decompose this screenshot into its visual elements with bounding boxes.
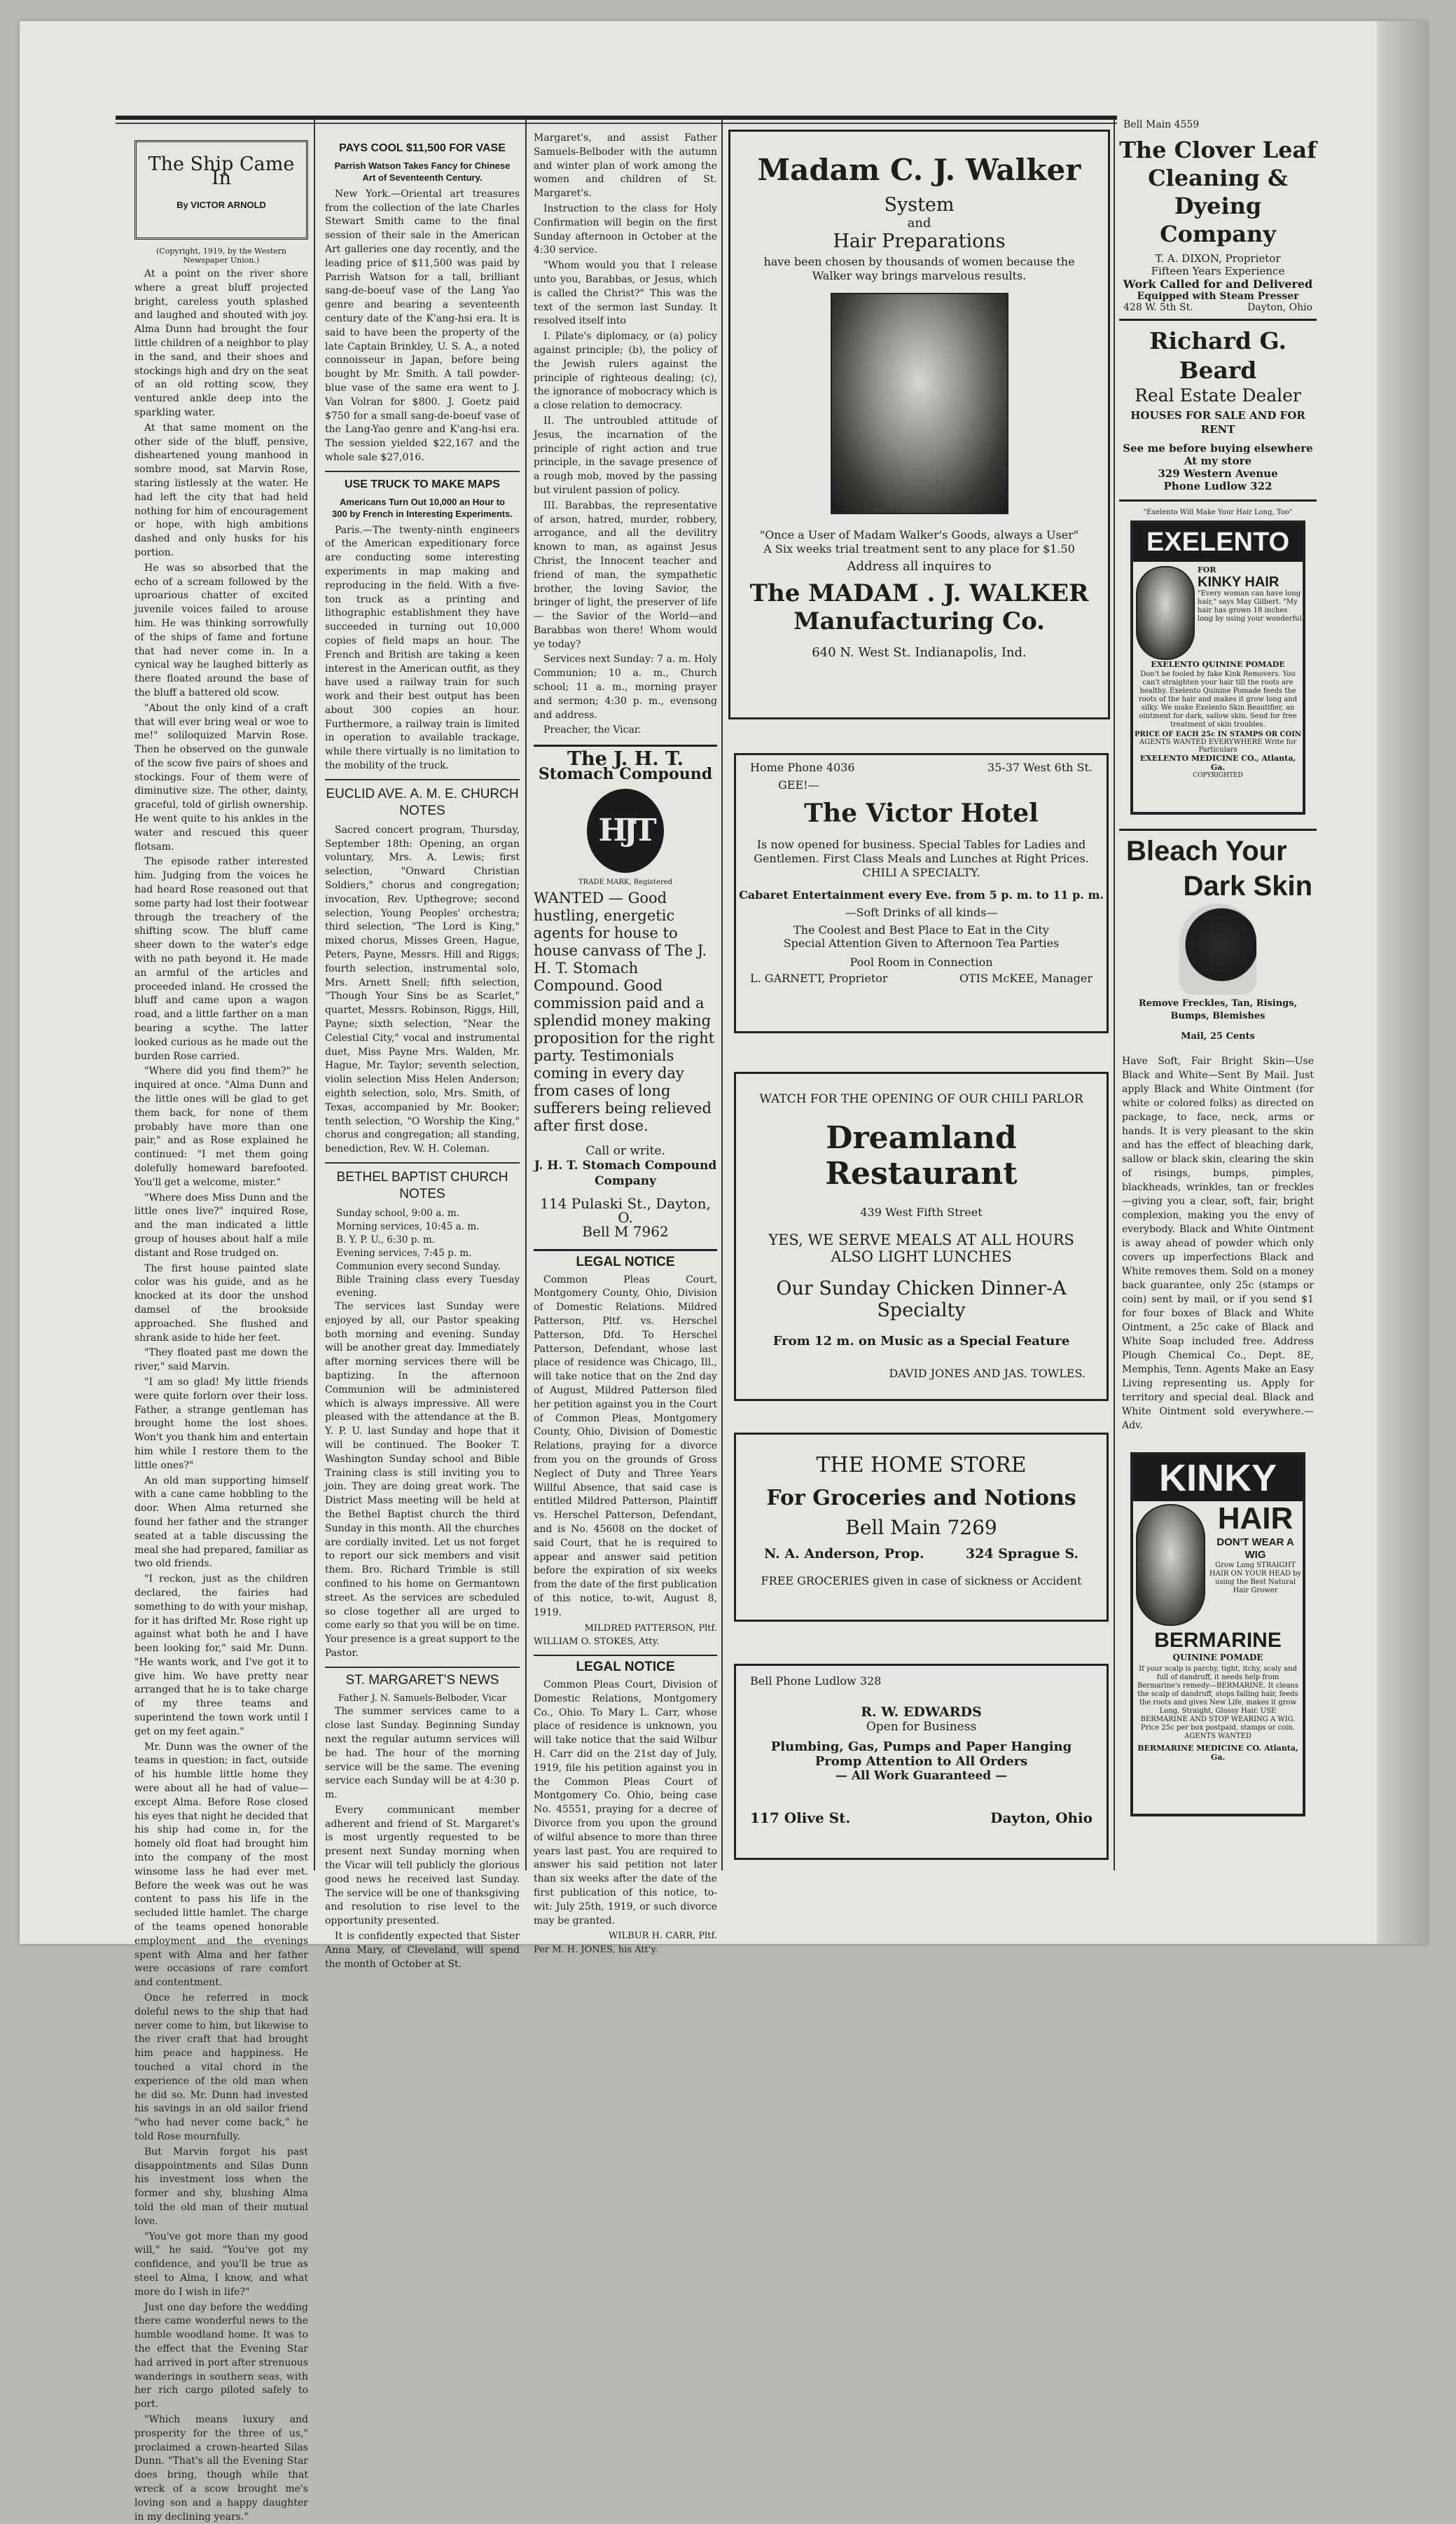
margaret-article: The summer services came to a close last Sunday. Beginning Sunday next the regular autumn services will be had. The hour of the morning service will be the same. The evening service each Sunday will be at 4:30 p. m. [325, 1706, 520, 1801]
truck-subhead: Americans Turn Out 10,000 an Hour to 300 by French in Interesting Experiments. [332, 496, 513, 519]
story-paragraph: Once he referred in mock doleful news to the ship that had never come to him, but likewise to the river craft that had brought him peace and happiness. He touched a vital chord in the experience of the old man when he did so. Mr. Dunn had invested his savings in an old sailor friend "who had never come back," he told Rose mournfully. [134, 1992, 308, 2142]
story-paragraph: The first house painted slate color was his guide, and as he knocked at its door the unshod damsel of the brookside approached. She flushed and shrank aside to hide her feet. [134, 1262, 308, 1344]
story-column [134, 132, 308, 2523]
margaret-article: It is confidently expected that Sister Anna Mary, of Cleveland, will spend the month of October at St. [325, 1931, 520, 1970]
legal-notice-body: Common Pleas Court, Division of Domestic Relations, Montgomery Co., Ohio. To Mary L. Carr, whose place of residence is unknown, you will take notice that the said Wilbur H. Carr did on the 21st day of July, 1919, file his petition against you in the Common Pleas Court of Montgomery Co. Ohio, being case No. 45551, praying for a decree of Divorce from you upon the ground of wilful absence to more than three years last past. You are required to answer his said petition not later than six weeks after the date of the first publication of this notice, to-wit: July 25th, 1919, or such divorce may be granted. [534, 1678, 717, 1926]
vase-subhead: Parrish Watson Takes Fancy for Chinese Art of Seventeenth Century. [334, 160, 511, 183]
edwards-ad: Bell Phone Ludlow 328 R. W. EDWARDS Open for Business Plumbing, Gas, Pumps and Paper Hanging Promp Attention to All Orders — All Work Guaranteed — 117 Olive St. Dayton, Ohio [734, 1664, 1109, 1860]
story-paragraph: "Where did you find them?" he inquired at once. "Alma Dunn and the little ones will be glad to get them back, for none of them probably have more than one pair," and as Rose explained he continued: "I met them going dolefully homeward barefooted. You'll get a welcome, mister." [134, 1066, 308, 1188]
vase-article: New York.—Oriental art treasures from the collection of the late Charles Stewart Smith came to the final session of their sale in the American Art galleries one day recently, and the leading price of $11,500 was paid by Parrish Watson for a tall, brilliant sang-de-boeuf vase of the Lang Yao genre and bearing a seventeenth century date of the K'ang-hsi era. It is said to have been the property of the late Captain Brinkley, U. S. A., a noted connoisseur in Japan, before being bought by Mr. Smith. A tall powder-blue vase of the same era went to J. Van Volran for $800. J. Goetz paid $750 for a small sang-de-boeuf vase of the Lang-Yao genre and K'ang-hsi era. The session yielded $22,167 and the whole sale $27,016. [325, 188, 520, 463]
victor-hotel-ad: Home Phone 4036 35-37 West 6th St. GEE!— The Victor Hotel Is now opened for business. Special Tables for Ladies and Gentlemen. First Class Meals and Lunches at Right Prices. CHILI A SPECIALTY. Cabaret Entertainment every Eve. from 5 p. m. to 11 p. m. —Soft Drinks of all kinds— The Coolest and Best Place to Eat in the City Special Attention Given to Afternoon Tea Parties Pool Room in Connection L. GARNETT, Proprietor OTIS McKEE, Manager [734, 753, 1109, 1033]
copyright-note: (Copyright, 1919, by the Western Newspaper Union.) [156, 247, 286, 265]
story-paragraph: "About the only kind of a craft that will ever bring weal or woe to me!" soliloquized Marvin Rose. Then he observed on the gunwale of the scow five pairs of shoes and stockings. Four of them were of diminutive size. The other, dainty, graceful, told of girlish ownership. He went quite to his ankles in the water and rescued this queer flotsam. [134, 702, 308, 853]
page-edge [1377, 21, 1427, 1944]
column-rule [1114, 119, 1115, 1870]
madam-walker-portrait [831, 293, 1008, 514]
beard-ad: Richard G. Beard Real Estate Dealer HOUSES FOR SALE AND FOR RENT See me before buying elsewhere At my store 329 Western Avenue Phone Ludlow 322 [1123, 327, 1313, 492]
woman-portrait [1136, 1504, 1205, 1626]
vase-headline: PAYS COOL $11,500 FOR VASE [339, 142, 506, 154]
jht-wanted: WANTED — Good hustling, energetic agents for house to house canvass of The J. H. T. Stomach Compound. Good commission paid and a splendid money making proposition for the right party. Testimonials coming in every day from cases of long sufferers being relieved after first dose. [534, 889, 715, 1134]
legal-notice-body: Common Pleas Court, Montgomery County, Ohio, Division of Domestic Relations. Mildred Patterson, Pltf. vs. Herschel Patterson, Dfd. To Herschel Patterson, Defendant, whose last place of residence was Chicago, Ill., will take notice that on the 2nd day of August, Mildred Patterson filed her petition against you in the Court of Common Pleas, Montgomery County, Ohio, Division of Domestic Relations, praying for a divorce from you on the grounds of Gross Neglect of Duty and Three Years Willful Absence, that said case is entitled Mildred Patterson, Plaintiff vs. Herschel Patterson, Defendant, and is No. 45608 on the docket of said Court, that he is required to appear and answer said petition before the expiration of six weeks from the date of the first publication of this notice, to-wit, August 8, 1919. [534, 1274, 717, 1618]
story-paragraph: But Marvin forgot his past disappointments and Silas Dunn his investment loss when the former and shy, blushing Alma told the old man of their mutual love. [134, 2146, 308, 2227]
column-rule [314, 119, 315, 1870]
story-paragraph: "Which means luxury and prosperity for the three of us," proclaimed a crown-hearted Silas Dunn. "That's all the Evening Star does bring, though while that wreck of a scow brought me's loving son and a happy daughter in my declining years." [134, 2413, 308, 2523]
story-paragraph: Just one day before the wedding there came wonderful news to the humble woodland home. It was to the effect that the Evening Star had arrived in port after strenuous wanderings in southern seas, with her rich cargo piloted safely to port. [134, 2301, 308, 2411]
column-rule [525, 119, 527, 1870]
exelento-ad: EXELENTO FOR KINKY HAIR "Every woman can have long hair," says May Gilbert. "My hair has grown 18 inches long by using your wonderful EXELENTO QUININE POMADE Don't be fooled by fake Kink Removers. You can't straighten your hair till the roots are healthy. Exelento Quinine Pomade feeds the roots of the hair and makes it grow long and silky. We make Exelento Skin Beautifier, an ointment for dark, sallow skin. Send for free treatment of skin troubles. PRICE OF EACH 25c IN STAMPS OR COIN AGENTS WANTED EVERYWHERE Write for Particulars EXELENTO MEDICINE CO., Atlanta, Ga. COPYRIGHTED [1130, 520, 1305, 815]
story-paragraph: "I am so glad! My little friends were quite forlorn over their loss. Father, a strange gentleman has brought home the lost shoes. Won't you thank him and entertain him while I restore them to the little ones?" [134, 1376, 308, 1471]
bethel-article: The services last Sunday were enjoyed by all, our Pastor speaking both morning and evening. Sunday will be another great day. Immediately after morning services there will be baptizing. In the afternoon Communion will be administered which is always impressive. All were pleased with the attendance at the B. Y. P. U. last Sunday and hope that it will be continued. The Booker T. Washington Sunday school and Bible Training class is still inviting you to join. They are doing great work. The District Mass meeting will be held at the Bethel Baptist church the third Sunday in this month. All the churches are cordially invited. Let us not forget to report our sick members and visit them. Bro. Richard Trimble is still confined to his home on Germantown street. As the services are scheduled so close together all are urged to come early so that you will be on time. Your presence is a great support to the Pastor. [325, 1301, 520, 1659]
column-rule [721, 119, 723, 1870]
margaret-vicar: Father J. N. Samuels-Belboder, Vicar [338, 1692, 507, 1704]
church-column: Margaret's, and assist Father Samuels-Belboder with the autumn and winter plan of work among the women and children of St. Margaret's. Instruction to the class for Holy Confirmation will begin on the first Sunday afternoon in October at the 4:30 service. "Whom would you that I release unto you, Barabbas, or Jesus, which is called the Christ?" This was the text of the sermon last Sunday. It resolved itself into I. Pilate's diplomacy, or (a) policy against principle; (b), the policy of the Jewish rulers against the principle of righteous dealing; (c), the ignorance of mobocracy which is a close relation to democracy. II. The untroubled attitude of Jesus, the incarnation of the principle of right action and true principle, in the savage presence of a rough mob, moved by the passing but virulent passion of policy. III. Barabbas, the representative of arson, hatred, murder, robbery, arrogance, and all the devilitry known to man, as against Jesus Christ, the Innocent teacher and friend of man, the sympathetic brother, the loving Savior, the bringer of light, the preserver of life — the Savior of the World—and Barabbas won there! Whom would ye today? Services next Sunday: 7 a. m. Holy Communion; 10 a. m., Church school; 11 a. m., morning prayer and sermon; 4:30 p. m., evensong and address. Preacher, the Vicar. The J. H. T. Stomach Compound HJT TRADE MARK, Registered WANTED — Good hustling, energetic agents for house to house canvass of The J. H. T. Stomach Compound. Good commission paid and a splendid money making proposition for the right party. Testimonials coming in every day from cases of long sufferers being relieved after first dose. Call or write. J. H. T. Stomach Compound Company 114 Pulaski St., Dayton, O. Bell M 7962 LEGAL NOTICE Common Pleas Court, Montgomery County, Ohio, Division of Domestic Relations. Mildred Patterson, Pltf. vs. Herschel Patterson, Dfd. To Herschel Patterson, Defendant, whose last place of residence was Chicago, Ill., will take notice that on the 2nd day of August, Mildred Patterson filed her petition against you in the Court of Common Pleas, Montgomery County, Ohio, Division of Domestic Relations, praying for a divorce from you on the grounds of Gross Neglect of Duty and Three Years Willful Absence, that said case is entitled Mildred Patterson, Plaintiff vs. Herschel Patterson, Defendant, and is No. 45608 on the docket of said Court, that he is required to appear and answer said petition before the expiration of six weeks from the date of the first publication of this notice, to-wit, August 8, 1919. MILDRED PATTERSON, Pltf. WILLIAM O. STOKES, Atty. LEGAL NOTICE Common Pleas Court, Division of Domestic Relations, Montgomery Co., Ohio. To Mary L. Carr, whose place of residence is unknown, you will take notice that the said Wilbur H. Carr did on the 21st day of July, 1919, file his petition against you in the Common Pleas Court of Montgomery Co. Ohio, being case No. 45551, praying for a decree of Divorce from you upon the ground of wilful absence to more than three years last past. You are required to answer his said petition not later than six weeks after the date of the first publication of this notice, to-wit: July 25th, 1919, or such divorce may be granted. WILBUR H. CARR, Pltf. Per M. H. JONES, his Att'y. [534, 132, 717, 1956]
news-column [325, 132, 520, 1970]
margaret-article: Every communicant member adherent and friend of St. Margaret's is most urgently requested to be present next Sunday morning when the Vicar will tell publicly the glorious good news he received last Sunday. The service will be one of thanksgiving and resolution to rise level to the opportunity presented. [325, 1804, 520, 1927]
story-paragraph: Mr. Dunn was the owner of the teams in question; in fact, outside of his humble little home they were about all he had of value—except Alma. Before Rose closed his eyes that night he decided that his ship had come in, for the homely old float had brought him into the company of the most winsome lass he had ever met. Before the week was out he was content to pass his life in the secluded little hamlet. The charge of the teams opened honorable employment and the evenings spent with Alma and her father were occasions of rare comfort and contentment. [134, 1741, 308, 1989]
story-paragraph: The episode rather interested him. Judging from the voices he had heard Rose reasoned out that some party had lost their footwear through the treachery of the shifting scow. The bluff came sheer down to the water's edge with no path beyond it. He made an armful of the articles and proceeded inland. He crossed the bluff and came upon a wagon road, and a little farther on a man bearing a scythe. The latter looked curious as he made out the burden Rose carried. [134, 856, 308, 1062]
clover-leaf-ad: Bell Main 4559 The Clover Leaf Cleaning & Dyeing Company T. A. DIXON, Proprietor Fifteen Years Experience Work Called for and Delivered Equipped with Steam Presser 428 W. 5th St. Dayton, Ohio [1119, 119, 1317, 313]
woman-portrait [1136, 566, 1195, 660]
euclid-headline: EUCLID AVE. A. M. E. CHURCH NOTES [326, 786, 519, 818]
story-paragraph: "I reckon, just as the children declared, the fairies had something to do with your mishap, for it has drifted Mr. Rose right up against what both he and I have been looking for," said Mr. Dunn. "He wants work, and I've got it to give him. We have pretty near arranged that he is to take charge of my three teams and superintend the town work until I get on my feet again." [134, 1573, 308, 1737]
story-paragraph: "They floated past me down the river," said Marvin. [134, 1347, 308, 1373]
bleach-ad: Bleach Your Dark Skin Remove Freckles, Tan, Risings, Bumps, Blemishes Mail, 25 Cents Have Soft, Fair Bright Skin—Use Black and White—Sent By Mail. Just apply Black and White Ointment (for white or colored folks) as directed on package, to face, neck, arms or hands. It is very pleasant to the skin and has the effect of bleaching dark, sallow or black skin, clearing the skin of risings, bumps, pimples, blackheads, wrinkles, tan or freckles—giving you a clear, soft, fair, bright complexion, making you the envy of everybody. Black and White Ointment is away ahead of powder which only covers up imperfections Black and White removes them. Sold on a money back guarantee, only 25c (stamps or coin) sent by mail, or if you send $1 for four boxes of Black and White Ointment, a 25c cake of Black and White Soap included free. Address Plough Chemical Co., Dept. 8E, Memphis, Tenn. Agents Make an Easy Living representing us. Apply for territory and special deal. Black and White Ointment sold everywhere.—Adv. [1122, 836, 1314, 1431]
bethel-headline: BETHEL BAPTIST CHURCH NOTES [336, 1170, 508, 1201]
story-paragraph: He was so absorbed that the echo of a scream followed by the uproarious chatter of excited juvenile voices failed to arouse him. He was thinking sorrowfully of the ships of fame and fortune that had never come in. In a cynical way he laughed bitterly as there floated around the base of the bluff a battered old scow. [134, 562, 308, 698]
euclid-article: Sacred concert program, Thursday, September 18th: Opening, an organ voluntary, Mrs. A. Lewis; first selection, "Onward Christian Soldiers," chorus and congregation; invocation, Rev. Upthegrove; second selection, Young Peoples' orchestra; third selection, "The Lord is King," mixed chorus, Misses Green, Hague, Peters, Payne, Messrs. Hill and Riggs; fourth selection, instrumental solo, Mrs. Arnett Snell; fifth selection, "Though Your Sins be as Scarlet," quartet, Messrs. Robinson, Riggs, Hill, Payne; sixth selection, "Near the Celestial City," vocal and instrumental duet, Miss Payne Mrs. Walden, Mr. Hague, Mr. Taylor; seventh selection, violin selection Miss Helen Anderson; eighth selection, solo, Mrs. Smith, of Texas, accompanied by Mr. Booker; tenth selection, "O Worship the King," chorus and congregation; all standing, benediction, Rev. W. H. Coleman. [325, 824, 520, 1155]
right-ad-column: Bell Main 4559 The Clover Leaf Cleaning & Dyeing Company T. A. DIXON, Proprietor Fifteen Years Experience Work Called for and Delivered Equipped with Steam Presser 428 W. 5th St. Dayton, Ohio Richard G. Beard Real Estate Dealer HOUSES FOR SALE AND FOR RENT See me before buying elsewhere At my store 329 Western Avenue Phone Ludlow 322 "Exelento Will Make Your Hair Long, Too" EXELENTO FOR KINKY HAIR "Every woman can have long hair," says May Gilbert. "My hair has grown 18 inches long by using your wonderful EXELENTO QUININE POMADE Don't be fooled by fake Kink Removers. You can't straighten your hair till the roots are healthy. Exelento Quinine Pomade feeds the roots of the hair and makes it grow long and silky. We make Exelento Skin Beautifier, an ointment for dark, sallow skin. Send for free treatment of skin troubles. PRICE OF EACH 25c IN STAMPS OR COIN AGENTS WANTED EVERYWHERE Write for Particulars EXELENTO MEDICINE CO., Atlanta, Ga. COPYRIGHTED Bleach Your Dark Skin Remove Freckles, Tan, Risings, Bumps, Blemishes Mail, 25 Cents Have Soft, Fair Bright Skin—Use Black and White—Sent By Mail. Just apply Black and White Ointment (for white or colored folks) as directed on package, to face, neck, arms or hands. It is very pleasant to the skin and has the effect of bleaching dark, sallow or black skin, clearing the skin of risings, bumps, pimples, blackheads, wrinkles, tan or freckles—giving you a clear, soft, fair, bright complexion, making you the envy of everybody. Black and White Ointment is away ahead of powder which only covers up imperfections Black and White removes them. Sold on a money back guarantee, only 25c (stamps or coin) sent by mail, or if you send $1 for four boxes of Black and White Ointment, a 25c cake of Black and White Soap included free. Address Plough Chemical Co., Dept. 8E, Memphis, Tenn. Agents Make an Easy Living representing us. Apply for territory and special deal. Black and White Ointment sold everywhere.—Adv. KINKY HAIR DON'T WEAR A WIG Grow Long STRAIGHT HAIR ON YOUR HEAD by using the Best Natural Hair Grower BERMARINE QUININE POMADE If your scalp is parchy, tight, itchy, scaly and full of dandruff, it needs help from Bermarine's remedy—BERMARINE. It cleans the scalp of dandruff, stops falling hair, feeds the roots and gives New Life, makes it grow Long, Straight, Glossy Hair. USE BERMARINE AND STOP WEARING A WIG. Price 25c per box postpaid, stamps or coin. AGENTS WANTED BERMARINE MEDICINE CO. Atlanta, Ga. [1119, 119, 1317, 1884]
story-paragraph: "Where does Miss Dunn and the little ones live?" inquired Rose, and the man indicated a little group of houses about half a mile distant and Rose trudged on. [134, 1192, 308, 1259]
story-paragraph: An old man supporting himself with a cane came hobbling to the door. When Alma returned she found her father and the stranger seated at a table discussing the meal she had prepared, familiar as two old friends. [134, 1475, 308, 1570]
margaret-headline: ST. MARGARET'S NEWS [345, 1672, 499, 1688]
story-title-box [134, 140, 308, 240]
truck-article: Paris.—The twenty-ninth engineers of the American expeditionary force are conducting some interesting experiments in map making and reproducing in the field. With a five-ton truck as a printing and lithographic establishment they have succeeded in turning out 10,000 copies of field maps an hour. The French and British are taking a keen interest in the American outfit, as they have used a railway train for such work and their best output has been about 300 copies an hour. Furthermore, a railway train is limited in operation to available trackage, while there virtually is no limitation to the mobility of the truck. [325, 524, 520, 772]
dreamland-ad: WATCH FOR THE OPENING OF OUR CHILI PARLOR Dreamland Restaurant 439 West Fifth Street YES, WE SERVE MEALS AT ALL HOURS ALSO LIGHT LUNCHES Our Sunday Chicken Dinner-A Specialty From 12 m. on Music as a Special Feature DAVID JONES AND JAS. TOWLES. [734, 1072, 1109, 1401]
truck-headline: USE TRUCK TO MAKE MAPS [345, 478, 500, 490]
story-paragraph: At a point on the river shore where a great bluff projected bright, careless youth splashed and laughed and shouted with joy. Alma Dunn had brought the four little children of a neighbor to play in the sand, and their shoes and stockings high and dry on the seat of an old rotting scow, they ventured ankle deep into the sparkling water. [134, 268, 308, 418]
bethel-schedule: Sunday school, 9:00 a. m. Morning services, 10:45 a. m. B. Y. P. U., 6:30 p. m. Evening services, 7:45 p. m. Communion every second Sunday. Bible Training class every Tuesday evening. [336, 1208, 520, 1299]
face-illustration-icon [1179, 904, 1256, 995]
jht-ad: The J. H. T. Stomach Compound HJT TRADE MARK, Registered WANTED — Good hustling, energetic agents for house to house canvass of The J. H. T. Stomach Compound. Good commission paid and a splendid money making proposition for the right party. Testimonials coming in every day from cases of long sufferers being relieved after first dose. Call or write. J. H. T. Stomach Compound Company 114 Pulaski St., Dayton, O. Bell M 7962 [534, 748, 717, 1241]
top-rule-thin [116, 123, 1117, 124]
walker-ad: Madam C. J. Walker System and Hair Preparations have been chosen by thousands of women because the Walker way brings marvelous results. "Once a User of Madam Walker's Goods, always a User" A Six weeks trial treatment sent to any place for $1.50 Address all inquires to The MADAM . J. WALKER Manufacturing Co. 640 N. West St. Indianapolis, Ind. [728, 130, 1110, 719]
story-byline: By VICTOR ARNOLD [176, 199, 266, 210]
bermarine-ad: KINKY HAIR DON'T WEAR A WIG Grow Long STRAIGHT HAIR ON YOUR HEAD by using the Best Natural Hair Grower BERMARINE QUININE POMADE If your scalp is parchy, tight, itchy, scaly and full of dandruff, it needs help from Bermarine's remedy—BERMARINE. It cleans the scalp of dandruff, stops falling hair, feeds the roots and gives New Life, makes it grow Long, Straight, Glossy Hair. USE BERMARINE AND STOP WEARING A WIG. Price 25c per box postpaid, stamps or coin. AGENTS WANTED BERMARINE MEDICINE CO. Atlanta, Ga. [1130, 1452, 1305, 1816]
story-title: The Ship Came In [148, 153, 295, 189]
story-paragraph: At that same moment on the other side of the bluff, pensive, disheartened young manhood in sombre mood, sat Marvin Rose, staring listlessly at the water. He had left the city that had held nothing for him of encouragement or hope, with high ambitions dashed and only husks for his portion. [134, 422, 308, 558]
legal-notice-title: LEGAL NOTICE [576, 1660, 675, 1675]
story-paragraph: "You've got more than my good will," he said. "You've got my confidence, and you'll be true as steel to Alma, I know, and what more do I wish in life?" [134, 2230, 308, 2298]
home-store-ad: THE HOME STORE For Groceries and Notions Bell Main 7269 N. A. Anderson, Prop. 324 Sprague S. FREE GROCERIES given in case of sickness or Accident [734, 1433, 1109, 1622]
jht-logo-icon: HJT [587, 789, 664, 873]
top-rule [116, 116, 1117, 120]
legal-notice-title: LEGAL NOTICE [576, 1254, 675, 1269]
